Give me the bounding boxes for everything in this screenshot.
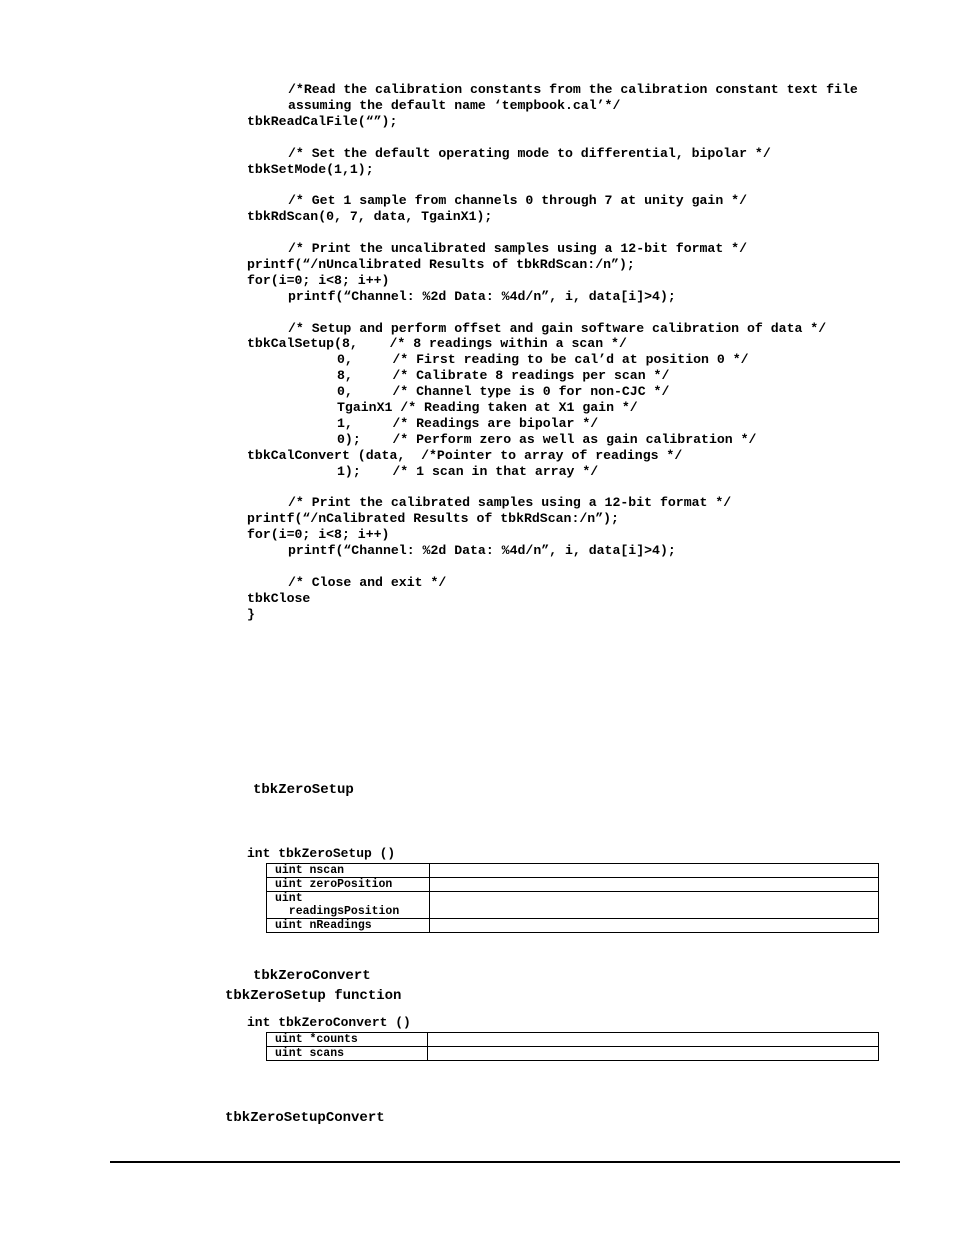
code-line: TgainX1 /* Reading taken at X1 gain */ [337,400,638,415]
section-heading-zero-setup-convert: tbkZeroSetupConvert [225,1110,385,1126]
code-line: /* Set the default operating mode to differential, bipolar */ [288,145,771,161]
code-line: tbkCalConvert (data, /*Pointer to array of readings */ [247,447,683,463]
code-line: 1); /* 1 scan in that array */ [337,463,599,479]
code-line: assuming the default name ‘tempbook.cal’*/ [288,97,621,113]
param-name: uint scans [267,1047,428,1061]
code-line: 0); /* Perform zero as well as gain calibration */ [337,431,757,447]
param-name: uint zeroPosition [267,878,430,892]
table-row [267,919,879,933]
function-signature-zero-setup: int tbkZeroSetup () [247,846,396,861]
table-row [267,892,879,919]
param-desc [430,864,879,878]
param-desc [430,892,879,919]
code-line: /* Print the calibrated samples using a 12-bit format */ [288,495,732,511]
code-line: tbkReadCalFile(“”); [247,113,398,129]
param-desc [430,878,879,892]
code-line: tbkSetMode(1,1); [247,161,374,177]
code-line: tbkClose [247,590,311,606]
function-signature-zero-convert: int tbkZeroConvert () [247,1015,411,1030]
code-line: 0, /* Channel type is 0 for non-CJC */ [337,384,670,400]
param-desc [430,919,879,933]
table-row [267,864,879,878]
section-heading-zero-convert: tbkZeroConvert [253,968,371,984]
code-line: printf(“/nCalibrated Results of tbkRdScan:/n”); [247,511,619,527]
section-heading-zero-setup: tbkZeroSetup [253,782,354,798]
code-line: printf(“/nUncalibrated Results of tbkRdScan:/n”); [247,256,635,272]
code-line: /* Close and exit */ [288,574,447,590]
code-line: printf(“Channel: %2d Data: %4d/n”, i, data[i]>4); [288,543,676,559]
table-row [267,1047,879,1061]
param-name: uint nReadings [267,919,430,933]
code-line: tbkRdScan(0, 7, data, TgainX1); [247,209,493,225]
code-line: for(i=0; i<8; i++) [247,272,390,288]
code-line: for(i=0; i<8; i++) [247,527,390,543]
footer-rule [110,1161,900,1163]
param-name: uint readingsPosition [267,892,430,919]
param-name: uint *counts [267,1033,428,1047]
code-line: /* Get 1 sample from channels 0 through 7 at unity gain */ [288,193,747,209]
code-line: 8, /* Calibrate 8 readings per scan */ [337,368,670,384]
code-line: } [247,606,255,622]
code-line: tbkCalSetup(8, /* 8 readings within a scan */ [247,336,627,352]
table-row [267,878,879,892]
param-name: uint nscan [267,864,430,878]
param-desc [427,1033,878,1047]
code-line: /* Setup and perform offset and gain software calibration of data */ [288,320,827,336]
param-table-zero-setup [266,863,879,933]
code-line: 1, /* Readings are bipolar */ [337,415,599,431]
table-row [267,1033,879,1047]
param-table-zero-convert [266,1032,879,1061]
section-subheading-zero-convert: tbkZeroSetup function [225,988,402,1004]
code-line: 0, /* First reading to be cal’d at position 0 */ [337,352,749,368]
code-line: /* Print the uncalibrated samples using a 12-bit format */ [288,241,747,256]
param-desc [427,1047,878,1061]
code-line: printf(“Channel: %2d Data: %4d/n”, i, data[i]>4); [288,288,676,304]
code-line: /*Read the calibration constants from the calibration constant text file [288,82,858,97]
